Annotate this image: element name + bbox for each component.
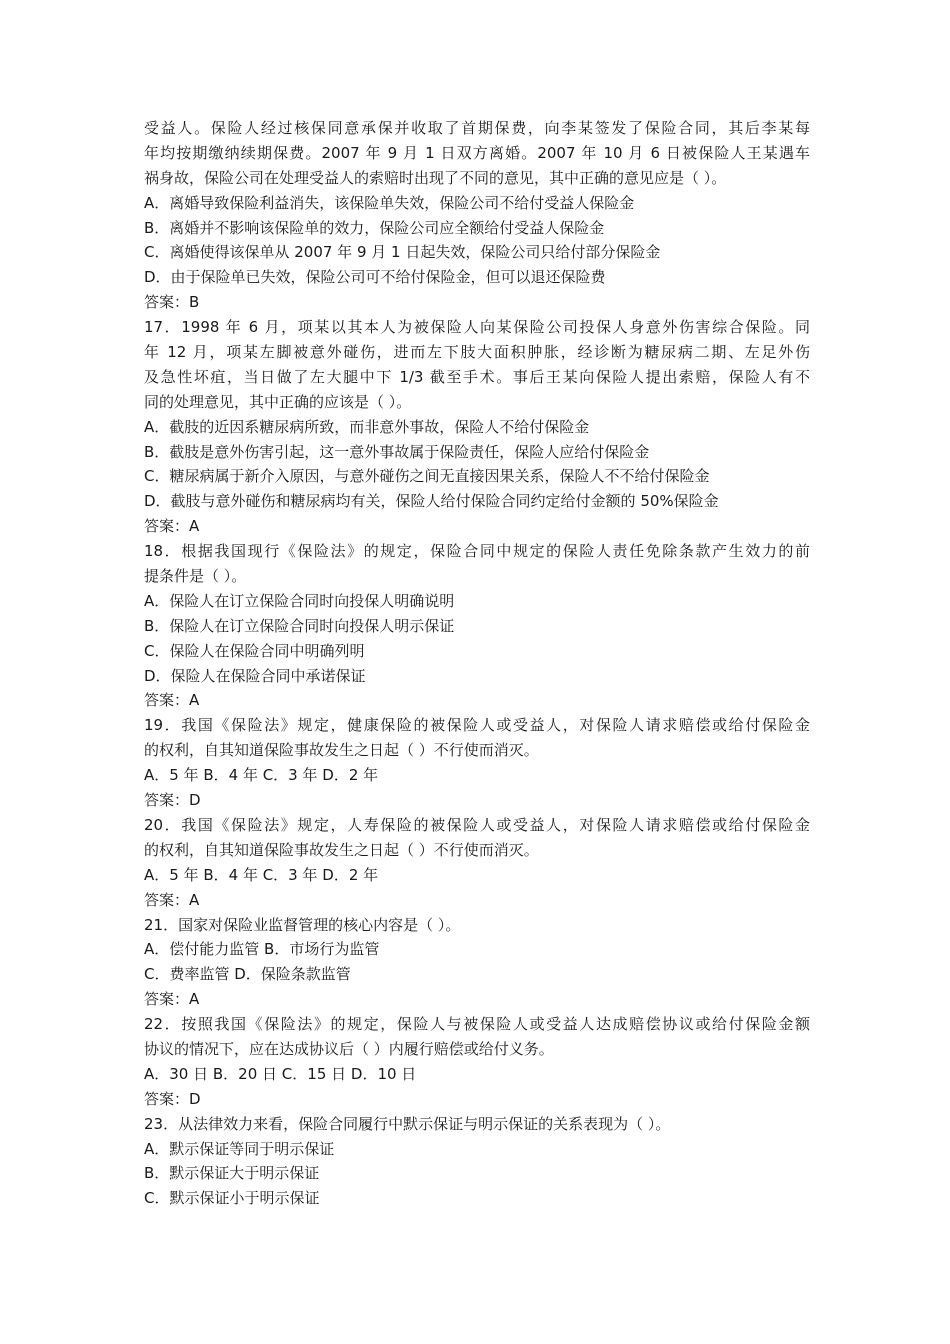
text-line: D．由于保险单已失效，保险公司可不给付保险金，但可以退还保险费 — [144, 268, 606, 287]
text-line: A．5 年 B．4 年 C．3 年 D．2 年 — [144, 766, 379, 785]
text-line: 协议的情况下，应在达成协议后（ ）内履行赔偿或给付义务。 — [144, 1039, 554, 1058]
text-line: A．30 日 B．20 日 C．15 日 D．10 日 — [144, 1064, 417, 1083]
text-line: 答案：A — [144, 691, 200, 710]
text-line: A．离婚导致保险利益消失，该保险单失效，保险公司不给付受益人保险金 — [144, 193, 635, 212]
text-line: 22．按照我国《保险法》的规定，保险人与被保险人或受益人达成赔偿协议或给付保险金额 — [144, 1015, 810, 1034]
text-line: 17．1998 年 6 月，项某以其本人为被保险人向某保险公司投保人身意外伤害综合保险。同 — [144, 318, 810, 337]
text-line: 20．我国《保险法》规定，人寿保险的被保险人或受益人，对保险人请求赔偿或给付保险金 — [144, 815, 810, 834]
text-line: 及急性坏疽，当日做了左大腿中下 1/3 截至手术。事后王某向保险人提出索赔，保险人有不 — [144, 367, 810, 386]
text-line: 答案：A — [144, 517, 200, 536]
text-line: A．默示保证等同于明示保证 — [144, 1139, 335, 1158]
text-line: 提条件是（ ）。 — [144, 567, 247, 586]
text-line: A．保险人在订立保险合同时向投保人明确说明 — [144, 591, 455, 610]
text-line: 祸身故，保险公司在处理受益人的索赔时出现了不同的意见，其中正确的意见应是（ ）。 — [144, 168, 727, 187]
text-line: B．默示保证大于明示保证 — [144, 1164, 320, 1183]
text-line: 答案：A — [144, 990, 200, 1009]
text-line: 年 12 月，项某左脚被意外碰伤，进而左下肢大面积肿胀，经诊断为糖尿病二期、左足外伤 — [144, 343, 810, 362]
text-line: 19．我国《保险法》规定，健康保险的被保险人或受益人，对保险人请求赔偿或给付保险金 — [144, 716, 810, 735]
text-line: 18．根据我国现行《保险法》的规定，保险合同中规定的保险人责任免除条款产生效力的前 — [144, 542, 810, 561]
text-line: 答案：D — [144, 791, 201, 810]
text-line: B．截肢是意外伤害引起，这一意外事故属于保险责任，保险人应给付保险金 — [144, 442, 650, 461]
text-line: B．离婚并不影响该保险单的效力，保险公司应全额给付受益人保险金 — [144, 218, 605, 237]
text-line: 答案：B — [144, 293, 200, 312]
text-line: C．费率监管 D．保险条款监管 — [144, 965, 351, 984]
text-line: 21．国家对保险业监督管理的核心内容是（ ）。 — [144, 915, 461, 934]
text-line: A．偿付能力监管 B．市场行为监管 — [144, 940, 380, 959]
text-line: 答案：D — [144, 1089, 201, 1108]
text-line: 受益人。保险人经过核保同意承保并收取了首期保费，向李某签发了保险合同，其后李某每 — [144, 119, 810, 137]
text-line: 同的处理意见，其中正确的应该是（ ）。 — [144, 392, 412, 411]
text-line: C．默示保证小于明示保证 — [144, 1189, 320, 1208]
text-line: C．保险人在保险合同中明确列明 — [144, 641, 365, 660]
text-line: D．截肢与意外碰伤和糖尿病均有关，保险人给付保险合同约定给付金额的 50%保险金 — [144, 492, 719, 511]
text-line: A．5 年 B．4 年 C．3 年 D．2 年 — [144, 865, 379, 884]
text-line: 答案：A — [144, 890, 200, 909]
text-line: 的权利，自其知道保险事故发生之日起（ ）不行使而消灭。 — [144, 840, 539, 859]
document-page — [144, 116, 810, 1211]
text-line: B．保险人在订立保险合同时向投保人明示保证 — [144, 616, 455, 635]
text-line: 23．从法律效力来看，保险合同履行中默示保证与明示保证的关系表现为（ ）。 — [144, 1114, 671, 1133]
text-line: C．离婚使得该保单从 2007 年 9 月 1 日起失效，保险公司只给付部分保险金 — [144, 243, 661, 262]
text-line: D．保险人在保险合同中承诺保证 — [144, 666, 366, 685]
text-line: 年均按期缴纳续期保费。2007 年 9 月 1 日双方离婚。2007 年 10 月 6 日被保险人王某遇车 — [144, 143, 810, 162]
text-line: A．截肢的近因系糖尿病所致，而非意外事故，保险人不给付保险金 — [144, 417, 590, 436]
text-line: 的权利，自其知道保险事故发生之日起（ ）不行使而消灭。 — [144, 741, 539, 760]
text-line: C．糖尿病属于新介入原因，与意外碰伤之间无直接因果关系，保险人不不给付保险金 — [144, 467, 710, 486]
